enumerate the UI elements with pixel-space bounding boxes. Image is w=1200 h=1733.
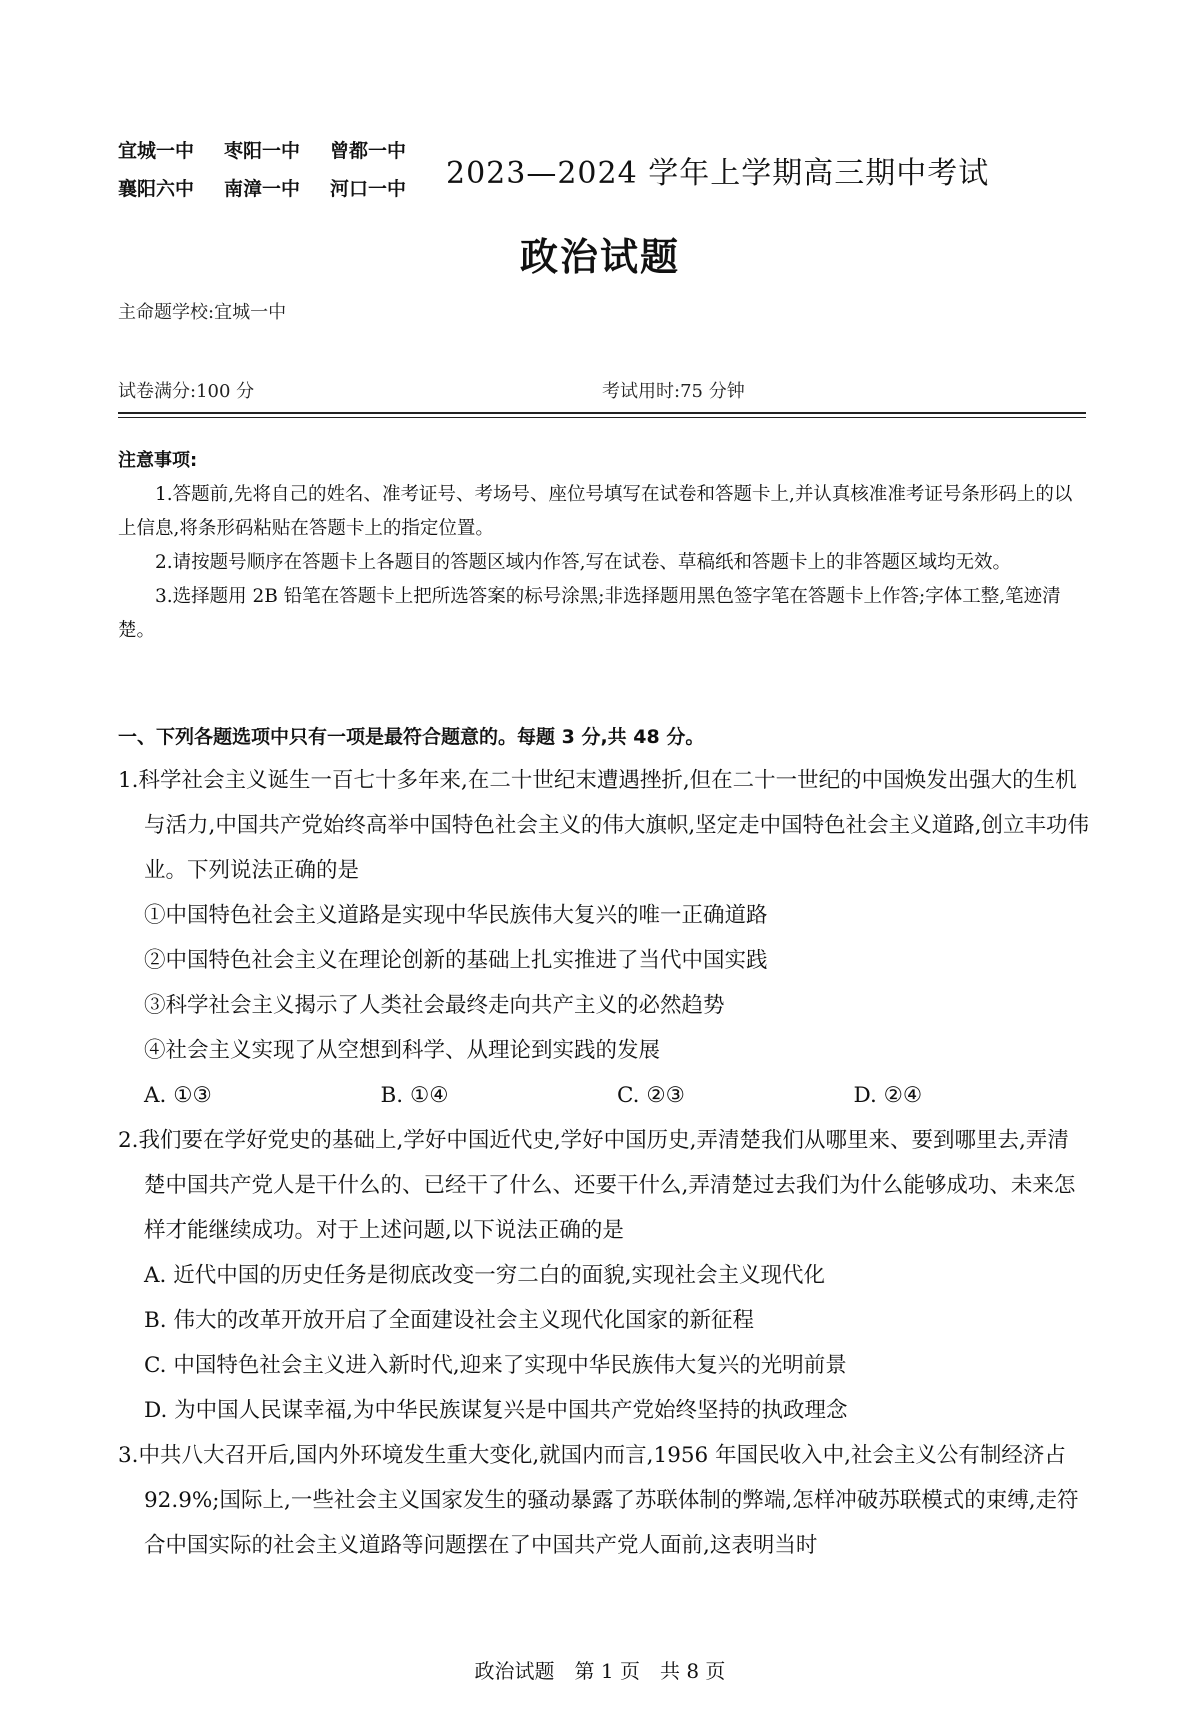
question-2 — [118, 1118, 1090, 1433]
subject-title: 政治试题 — [519, 235, 680, 279]
option-d: D. ②④ — [853, 1083, 923, 1108]
note-item: 3.选择题用 2B 铅笔在答题卡上把所选答案的标号涂黑;非选择题用黑色签字笔在答题卡上作答;字体工整,笔迹清楚。 — [118, 586, 1061, 641]
question-stem: 1.科学社会主义诞生一百七十多年来,在二十世纪末遭遇挫折,但在二十一世纪的中国焕发出强大的生机与活力,中国共产党始终高举中国特色社会主义的伟大旗帜,坚定走中国特色社会主义道路,创立丰功伟业。下列说法正确的是 — [118, 768, 1090, 883]
setter-school: 主命题学校:宜城一中 — [118, 302, 287, 323]
question-1 — [118, 758, 1090, 1118]
question-3 — [118, 1433, 1090, 1568]
exam-title: 2023—2024 学年上学期高三期中考试 — [446, 156, 990, 191]
section-heading: 一、下列各题选项中只有一项是最符合题意的。每题 3 分,共 48 分。 — [118, 726, 705, 748]
statement: ②中国特色社会主义在理论创新的基础上扎实推进了当代中国实践 — [144, 948, 768, 973]
option-d: D. 为中国人民谋幸福,为中华民族谋复兴是中国共产党始终坚持的执政理念 — [144, 1398, 848, 1423]
option-c: C. 中国特色社会主义进入新时代,迎来了实现中华民族伟大复兴的光明前景 — [144, 1353, 847, 1378]
question-list — [118, 758, 1090, 1568]
option-b: B. 伟大的改革开放开启了全面建设社会主义现代化国家的新征程 — [144, 1308, 754, 1333]
question-stem: 3.中共八大召开后,国内外环境发生重大变化,就国内而言,1956 年国民收入中,社会主义公有制经济占 92.9%;国际上,一些社会主义国家发生的骚动暴露了苏联体制的弊端,怎样冲破苏联模式的束缚,走符合中国实际的社会主义道路等问题摆在了中国共产党人面前,这表明当时 — [118, 1443, 1079, 1558]
option-c: C. ②③ — [617, 1083, 685, 1108]
school-name: 宜城一中 — [118, 140, 195, 162]
question-stem: 2.我们要在学好党史的基础上,学好中国近代史,学好中国历史,弄清楚我们从哪里来、要到哪里去,弄清楚中国共产党人是干什么的、已经干了什么、还要干什么,弄清楚过去我们为什么能够成功、未来怎样才能继续成功。对于上述问题,以下说法正确的是 — [118, 1128, 1076, 1243]
notes-heading: 注意事项: — [118, 450, 198, 471]
school-name: 襄阳六中 — [118, 178, 195, 200]
answer-options — [118, 1073, 1090, 1118]
school-row-1 — [118, 132, 436, 170]
page-footer: 政治试题 第 1 页 共 8 页 — [474, 1659, 726, 1683]
school-name: 曾都一中 — [330, 140, 407, 162]
full-score: 试卷满分:100 分 — [118, 381, 255, 402]
school-name: 枣阳一中 — [224, 140, 301, 162]
school-list — [118, 132, 436, 208]
header-divider — [118, 412, 1086, 418]
statement: ④社会主义实现了从空想到科学、从理论到实践的发展 — [144, 1038, 661, 1063]
school-row-2 — [118, 170, 436, 208]
school-name: 河口一中 — [330, 178, 407, 200]
statement: ①中国特色社会主义道路是实现中华民族伟大复兴的唯一正确道路 — [144, 903, 768, 928]
option-a: A. 近代中国的历史任务是彻底改变一穷二白的面貌,实现社会主义现代化 — [144, 1263, 826, 1288]
note-item: 1.答题前,先将自己的姓名、准考证号、考场号、座位号填写在试卷和答题卡上,并认真核准准考证号条形码上的以上信息,将条形码粘贴在答题卡上的指定位置。 — [118, 484, 1073, 539]
option-a: A. ①③ — [144, 1083, 212, 1108]
statement: ③科学社会主义揭示了人类社会最终走向共产主义的必然趋势 — [144, 993, 725, 1018]
note-item: 2.请按题号顺序在答题卡上各题目的答题区域内作答,写在试卷、草稿纸和答题卡上的非答题区域均无效。 — [155, 552, 1012, 573]
notes-list — [118, 478, 1090, 648]
school-name: 南漳一中 — [224, 178, 301, 200]
exam-duration: 考试用时:75 分钟 — [602, 381, 745, 402]
option-b: B. ①④ — [380, 1083, 449, 1108]
